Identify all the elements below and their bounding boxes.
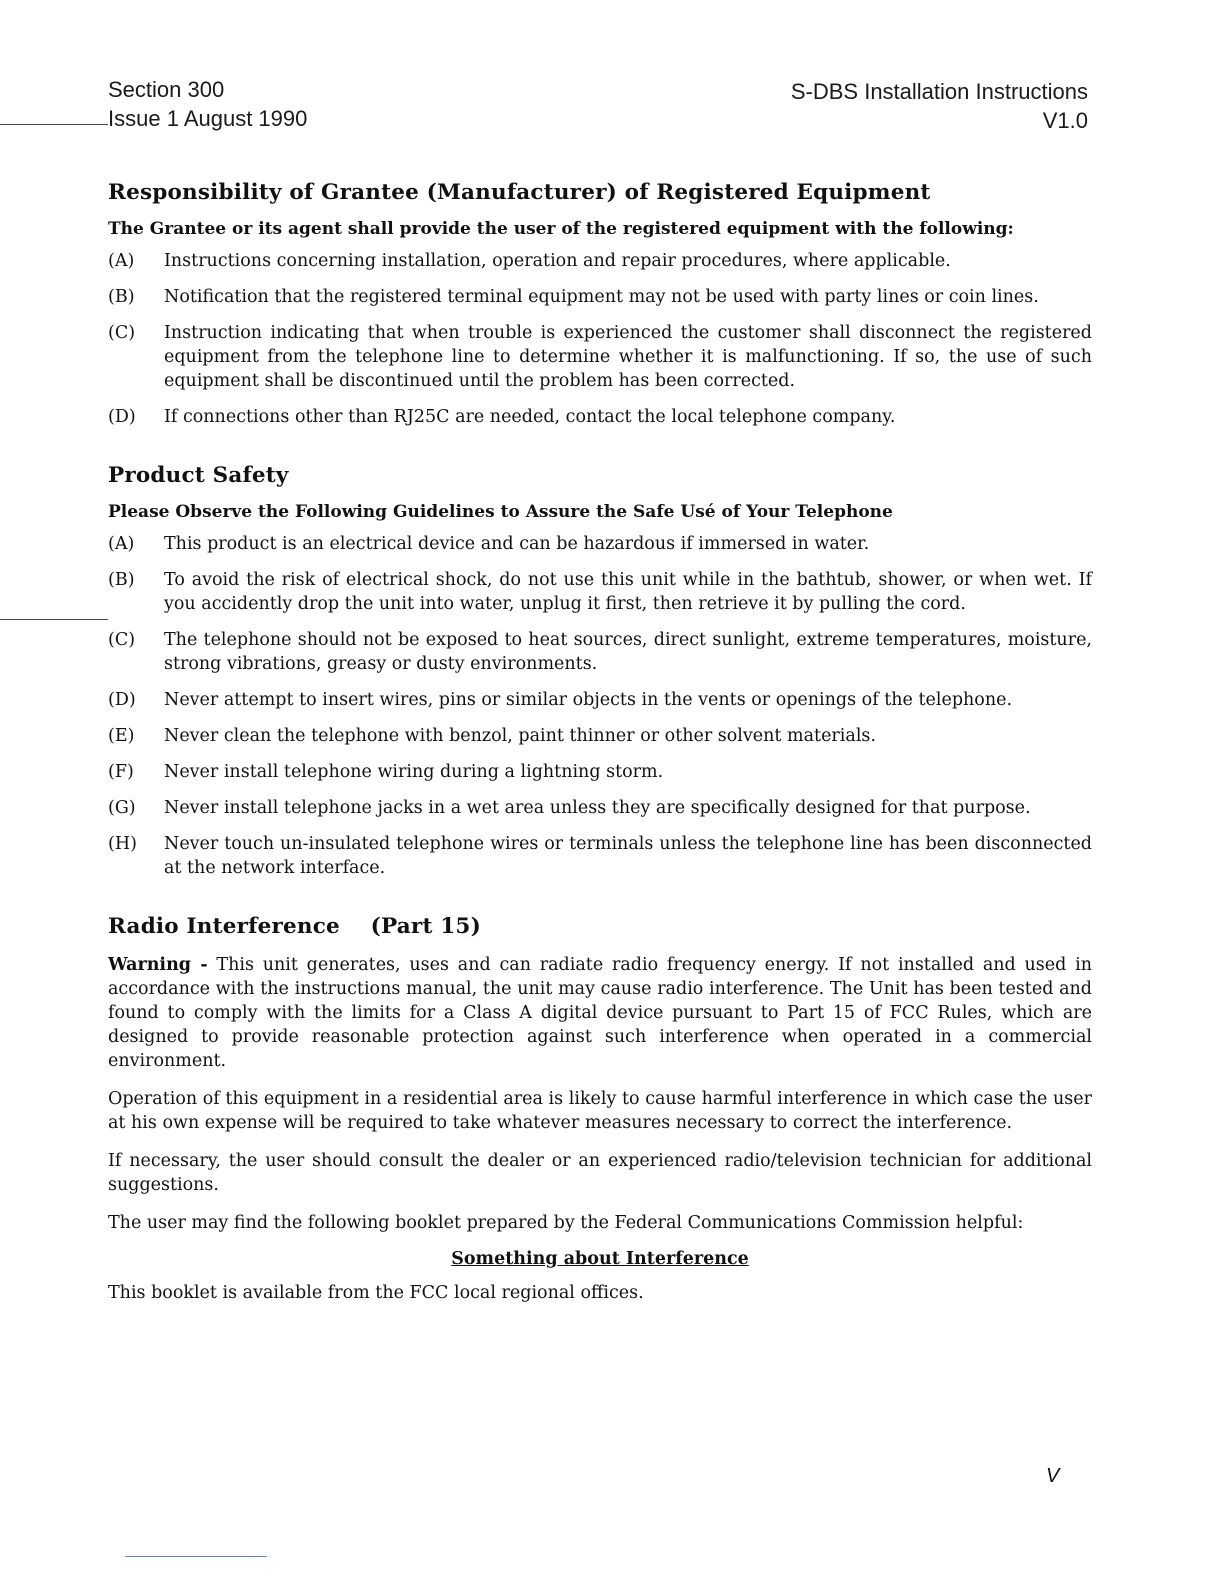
radio-section bbox=[108, 914, 1092, 1305]
item-text: Never touch un-insulated telephone wires or terminals unless the telephone line has been disconnected at the network interface. bbox=[164, 834, 1092, 878]
item-text: Never clean the telephone with benzol, paint thinner or other solvent materials. bbox=[164, 726, 876, 746]
margin-scan-rule bbox=[0, 619, 108, 620]
header-scan-rule bbox=[0, 124, 108, 125]
item-text: Never attempt to insert wires, pins or similar objects in the vents or openings of the telephone. bbox=[164, 690, 1013, 710]
grantee-item bbox=[108, 285, 1092, 309]
radio-title: Radio Interference bbox=[108, 914, 340, 939]
grantee-section bbox=[108, 180, 1092, 429]
page-number: V bbox=[1046, 1465, 1060, 1487]
item-text: If connections other than RJ25C are needed, contact the local telephone company. bbox=[164, 407, 896, 427]
warning-text: This unit generates, uses and can radiate radio frequency energy. If not installed and used in accordance with the instructions manual, the unit may cause radio interference. The Unit has been tested and found to comply with the limits for a Class A digital device pursuant to Part 15 of FCC Rules, which are designed to provide reasonable protection against such interference when operated in a commercial environment. bbox=[108, 955, 1092, 1071]
item-label: (C) bbox=[108, 630, 136, 650]
section-label: Section 300 bbox=[108, 77, 225, 102]
grantee-heading: Responsibility of Grantee (Manufacturer) of Registered Equipment bbox=[108, 180, 931, 205]
item-label: (H) bbox=[108, 834, 137, 854]
item-text: Instructions concerning installation, operation and repair procedures, where applicable. bbox=[164, 251, 951, 271]
safety-item bbox=[108, 832, 1092, 880]
item-text: Never install telephone jacks in a wet area unless they are specifically designed for that purpose. bbox=[164, 798, 1031, 818]
booklet-intro-paragraph: The user may find the following booklet prepared by the Federal Communications Commission helpful: bbox=[108, 1213, 1024, 1233]
footer-line bbox=[125, 1556, 267, 1557]
grantee-item bbox=[108, 321, 1092, 393]
page-content bbox=[108, 180, 1092, 1339]
item-label: (B) bbox=[108, 287, 135, 307]
warning-paragraph bbox=[108, 953, 1092, 1073]
document-title: S-DBS Installation Instructions bbox=[790, 79, 1088, 104]
item-text: Never install telephone wiring during a lightning storm. bbox=[164, 762, 664, 782]
item-text: To avoid the risk of electrical shock, do not use this unit while in the bathtub, shower, or when wet. If you accidently drop the unit into water, unplug it first, then retrieve it by pulling the cord. bbox=[164, 570, 1092, 614]
safety-item bbox=[108, 688, 1092, 712]
grantee-list bbox=[108, 249, 1092, 429]
item-label: (A) bbox=[108, 251, 135, 271]
item-text: Instruction indicating that when trouble is experienced the customer shall disconnect the registered equipment from the telephone line to determine whether it is malfunctioning. If so, the use of such equipment shall be discontinued until the problem has been corrected. bbox=[164, 323, 1092, 391]
safety-heading: Product Safety bbox=[108, 463, 289, 488]
item-text: This product is an electrical device and can be hazardous if immersed in water. bbox=[164, 534, 870, 554]
item-label: (F) bbox=[108, 762, 134, 782]
residential-paragraph: Operation of this equipment in a residential area is likely to cause harmful interference in which case the user at his own expense will be required to take whatever measures necessary to correct the interference. bbox=[108, 1089, 1092, 1133]
item-label: (C) bbox=[108, 323, 136, 343]
grantee-item bbox=[108, 249, 1092, 273]
item-text: Notification that the registered terminal equipment may not be used with party lines or coin lines. bbox=[164, 287, 1039, 307]
safety-item bbox=[108, 760, 1092, 784]
item-label: (D) bbox=[108, 690, 136, 710]
item-label: (B) bbox=[108, 570, 135, 590]
item-label: (E) bbox=[108, 726, 135, 746]
item-label: (A) bbox=[108, 534, 135, 554]
safety-section bbox=[108, 463, 1092, 880]
item-label: (D) bbox=[108, 407, 136, 427]
safety-list bbox=[108, 532, 1092, 880]
grantee-intro: The Grantee or its agent shall provide the user of the registered equipment with the following: bbox=[108, 219, 1014, 239]
radio-heading bbox=[108, 914, 1092, 939]
safety-intro: Please Observe the Following Guidelines to Assure the Safe Usé of Your Telephone bbox=[108, 502, 893, 522]
item-text: The telephone should not be exposed to heat sources, direct sunlight, extreme temperatures, moisture, strong vibrations, greasy or dusty environments. bbox=[164, 630, 1092, 674]
radio-part: (Part 15) bbox=[370, 914, 481, 939]
version-label: V1.0 bbox=[1042, 108, 1088, 133]
booklet-title: Something about Interference bbox=[451, 1249, 749, 1269]
availability-paragraph: This booklet is available from the FCC local regional offices. bbox=[108, 1283, 644, 1303]
safety-item bbox=[108, 628, 1092, 676]
consult-paragraph: If necessary, the user should consult the dealer or an experienced radio/television technician for additional suggestions. bbox=[108, 1151, 1092, 1195]
item-label: (G) bbox=[108, 798, 136, 818]
grantee-item bbox=[108, 405, 1092, 429]
safety-item bbox=[108, 568, 1092, 616]
safety-item bbox=[108, 724, 1092, 748]
safety-item bbox=[108, 796, 1092, 820]
issue-label: Issue 1 August 1990 bbox=[108, 106, 308, 131]
warning-label: Warning - bbox=[108, 955, 208, 975]
safety-item bbox=[108, 532, 1092, 556]
